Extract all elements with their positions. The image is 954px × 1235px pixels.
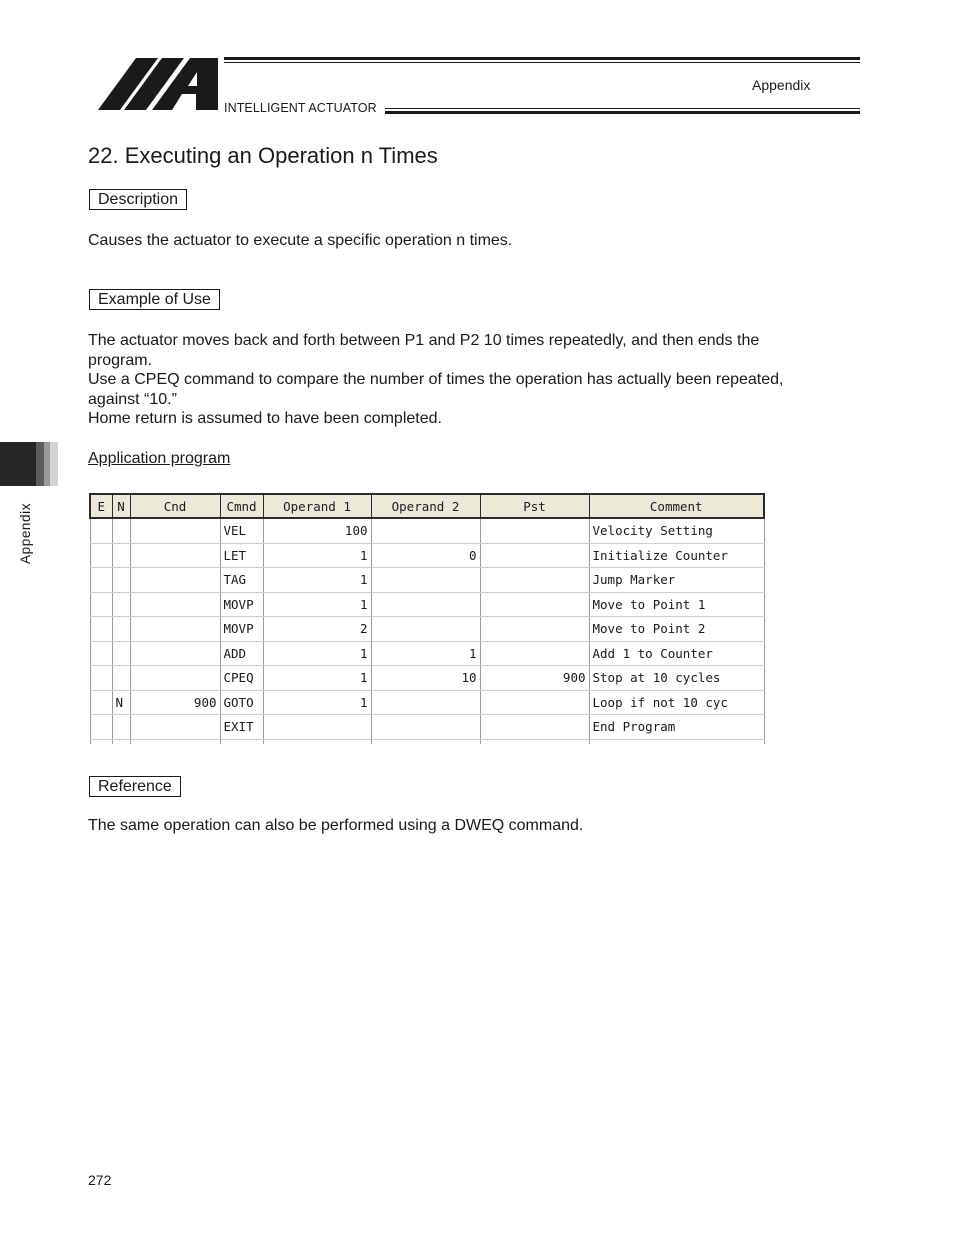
column-header-comment: Comment — [589, 494, 764, 518]
cell-cmnd: CPEQ — [220, 666, 263, 691]
cell-operand2: 0 — [371, 543, 480, 568]
example-heading: Example of Use — [89, 289, 220, 310]
example-line: Use a CPEQ command to compare the number of times the operation has actually been repeated, — [88, 371, 784, 388]
example-line: against “10.” — [88, 390, 177, 408]
cell-cnd — [130, 518, 220, 543]
cell-e — [90, 641, 112, 666]
table-row — [90, 592, 764, 617]
cell-n — [112, 617, 130, 642]
cell-cmnd: LET — [220, 543, 263, 568]
cell-comment: Add 1 to Counter — [589, 641, 764, 666]
cell-cmnd: VEL — [220, 518, 263, 543]
table-row — [90, 543, 764, 568]
running-header-section: Appendix — [752, 77, 811, 93]
chapter-tab-label: Appendix — [18, 502, 33, 564]
cell-e — [90, 518, 112, 543]
cell-operand2 — [371, 715, 480, 740]
table-row — [90, 666, 764, 691]
table-row — [90, 715, 764, 740]
cell-n — [112, 666, 130, 691]
column-header-operand2: Operand 2 — [371, 494, 480, 518]
cell-operand2 — [371, 592, 480, 617]
cell-operand1 — [263, 715, 371, 740]
table-row — [90, 568, 764, 593]
cell-operand1: 1 — [263, 592, 371, 617]
cell-operand1: 1 — [263, 543, 371, 568]
cell-cmnd: ADD — [220, 641, 263, 666]
cell-pst — [480, 543, 589, 568]
cell-operand2 — [371, 617, 480, 642]
cell-operand1: 1 — [263, 568, 371, 593]
cell-n — [112, 568, 130, 593]
reference-heading: Reference — [89, 776, 181, 797]
cell-comment: Stop at 10 cycles — [589, 666, 764, 691]
cell-cmnd: MOVP — [220, 617, 263, 642]
cell-e — [90, 568, 112, 593]
cell-e — [90, 617, 112, 642]
cell-n — [112, 592, 130, 617]
cell-comment: Initialize Counter — [589, 543, 764, 568]
description-text: Causes the actuator to execute a specific operation n times. — [88, 232, 513, 249]
header-rule-bottom-thin — [385, 108, 860, 109]
cell-n — [112, 543, 130, 568]
application-program-heading: Application program — [88, 450, 231, 467]
cell-e — [90, 666, 112, 691]
example-line: The actuator moves back and forth between P1 and P2 10 times repeatedly, and then ends the — [88, 332, 760, 349]
cell-e — [90, 715, 112, 740]
table-header-row — [90, 494, 764, 518]
table-row — [90, 641, 764, 666]
column-header-pst: Pst — [480, 494, 589, 518]
description-heading: Description — [89, 189, 187, 210]
cell-e — [90, 690, 112, 715]
cell-cnd — [130, 568, 220, 593]
cell-n — [112, 518, 130, 543]
example-text — [88, 331, 848, 429]
cell-cmnd: TAG — [220, 568, 263, 593]
cell-cnd — [130, 666, 220, 691]
cell-e — [90, 543, 112, 568]
page-number: 272 — [88, 1172, 112, 1188]
table-row-partial — [90, 739, 764, 744]
example-line: Home return is assumed to have been completed. — [88, 410, 442, 427]
cell-cmnd: MOVP — [220, 592, 263, 617]
chapter-tab-marker — [0, 442, 58, 486]
cell-cmnd: GOTO — [220, 690, 263, 715]
iai-logo — [98, 58, 218, 110]
cell-operand2: 10 — [371, 666, 480, 691]
cell-operand1: 1 — [263, 641, 371, 666]
cell-operand1: 100 — [263, 518, 371, 543]
cell-cmnd: EXIT — [220, 715, 263, 740]
cell-cnd — [130, 641, 220, 666]
cell-pst — [480, 715, 589, 740]
cell-cnd — [130, 617, 220, 642]
column-header-n: N — [112, 494, 130, 518]
cell-pst — [480, 617, 589, 642]
cell-operand2 — [371, 518, 480, 543]
cell-cnd — [130, 543, 220, 568]
cell-comment: Velocity Setting — [589, 518, 764, 543]
cell-comment: End Program — [589, 715, 764, 740]
cell-pst — [480, 518, 589, 543]
reference-text: The same operation can also be performed using a DWEQ command. — [88, 817, 584, 834]
cell-pst — [480, 568, 589, 593]
page-title: 22. Executing an Operation n Times — [88, 143, 438, 168]
cell-cnd: 900 — [130, 690, 220, 715]
header-rule-top-thin — [224, 62, 860, 63]
cell-e — [90, 592, 112, 617]
cell-cnd — [130, 592, 220, 617]
cell-pst — [480, 592, 589, 617]
column-header-e: E — [90, 494, 112, 518]
header-rule-top — [224, 57, 860, 60]
cell-comment: Jump Marker — [589, 568, 764, 593]
cell-operand1: 1 — [263, 690, 371, 715]
cell-n — [112, 641, 130, 666]
cell-comment: Move to Point 2 — [589, 617, 764, 642]
cell-comment: Move to Point 1 — [589, 592, 764, 617]
header-rule-bottom — [385, 111, 860, 114]
table-row — [90, 617, 764, 642]
column-header-cmnd: Cmnd — [220, 494, 263, 518]
table-row — [90, 518, 764, 543]
cell-comment: Loop if not 10 cyc — [589, 690, 764, 715]
program-table — [89, 493, 765, 744]
example-line: program. — [88, 351, 153, 369]
cell-n: N — [112, 690, 130, 715]
cell-pst — [480, 690, 589, 715]
cell-operand2: 1 — [371, 641, 480, 666]
cell-pst: 900 — [480, 666, 589, 691]
cell-cnd — [130, 715, 220, 740]
cell-operand1: 2 — [263, 617, 371, 642]
column-header-cnd: Cnd — [130, 494, 220, 518]
cell-operand2 — [371, 568, 480, 593]
cell-operand2 — [371, 690, 480, 715]
cell-pst — [480, 641, 589, 666]
cell-n — [112, 715, 130, 740]
table-row — [90, 690, 764, 715]
company-name: INTELLIGENT ACTUATOR — [224, 101, 377, 115]
cell-operand1: 1 — [263, 666, 371, 691]
column-header-operand1: Operand 1 — [263, 494, 371, 518]
